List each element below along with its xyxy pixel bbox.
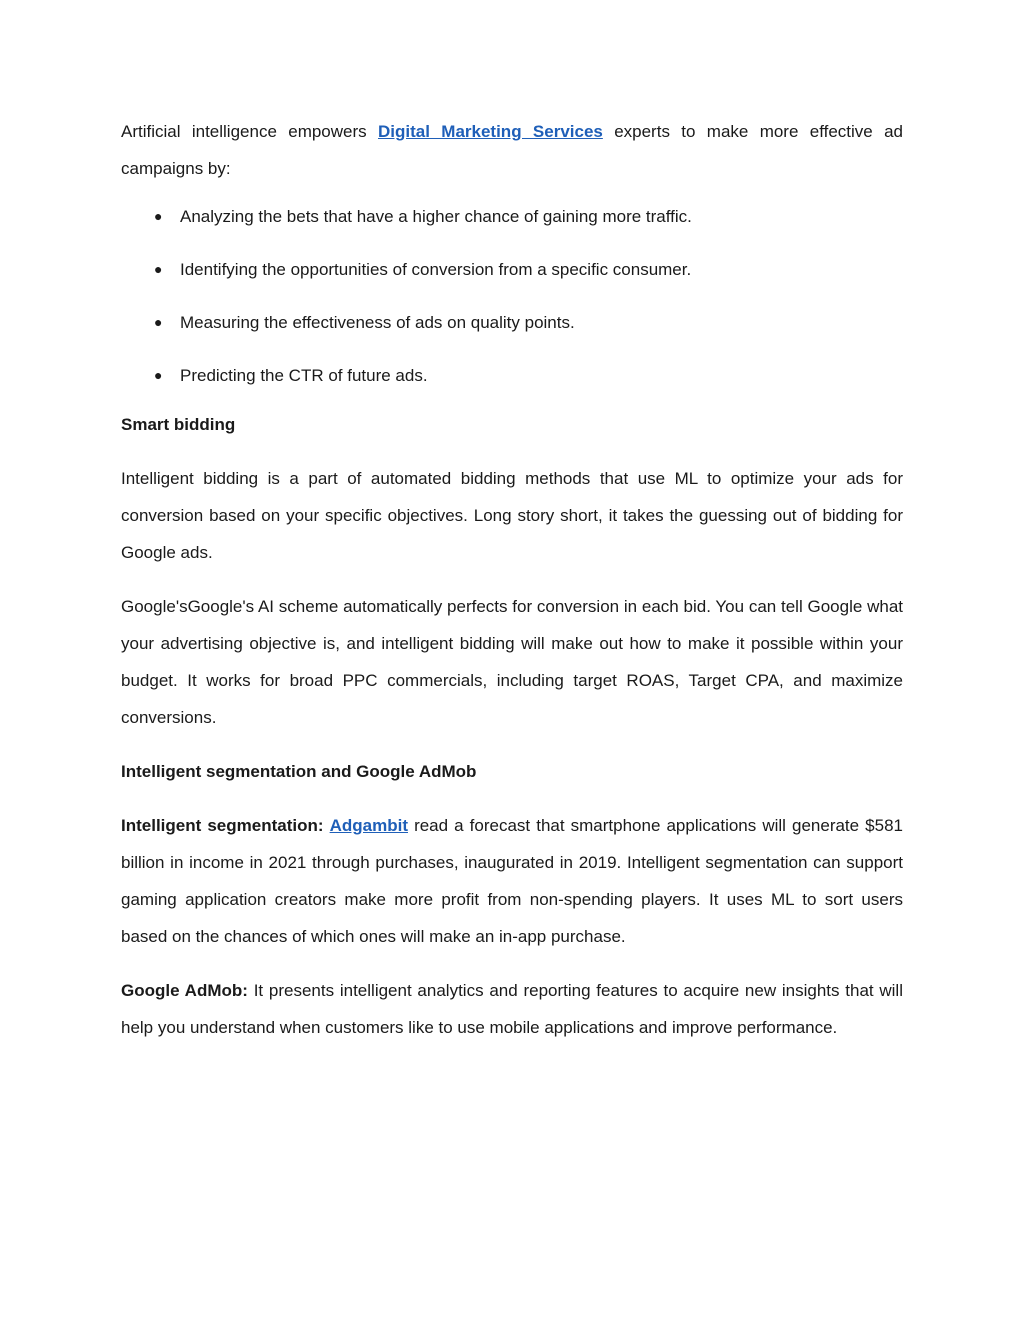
list-item — [121, 304, 903, 341]
adgambit-link[interactable]: Adgambit — [329, 816, 408, 835]
admob-paragraph — [121, 972, 903, 1046]
bullet-icon: ● — [154, 314, 163, 330]
smart-bidding-paragraph-1: Intelligent bidding is a part of automated bidding methods that use ML to optimize your ads for conversion based on your specific objectives. Long story short, it takes the guessing out of bidding for Google ads. — [121, 469, 903, 562]
bullet-icon: ● — [154, 208, 163, 224]
document-page — [121, 113, 903, 1046]
list-item-text: Identifying the opportunities of conversion from a specific consumer. — [180, 260, 692, 279]
list-item-text: Analyzing the bets that have a higher chance of gaining more traffic. — [180, 207, 692, 226]
digital-marketing-services-link[interactable]: Digital Marketing Services — [378, 122, 603, 141]
bullet-icon: ● — [154, 367, 163, 383]
segmentation-heading: Intelligent segmentation and Google AdMob — [121, 762, 477, 781]
list-item — [121, 251, 903, 288]
smart-bidding-heading: Smart bidding — [121, 415, 236, 434]
intro-paragraph — [121, 113, 903, 187]
benefits-list — [121, 198, 903, 394]
admob-text: It presents intelligent analytics and reporting features to acquire new insights that will help you understand when customers like to use mobile applications and improve performance. — [121, 981, 903, 1037]
intro-text-after: experts to make more effective ad campaigns by: — [121, 122, 904, 178]
admob-label: Google AdMob: — [121, 981, 248, 1000]
intro-text-before: Artificial intelligence empowers — [121, 122, 378, 141]
list-item-text: Predicting the CTR of future ads. — [180, 366, 428, 385]
segmentation-text: read a forecast that smartphone applications will generate $581 billion in income in 2021 through purchases, inaugurated in 2019. Intelligent segmentation can support gaming application creators make more profit from non-spending players. It uses ML to sort users based on the chances of which ones will make an in-app purchase. — [121, 816, 903, 946]
segmentation-label: Intelligent segmentation: — [121, 816, 324, 835]
smart-bidding-paragraph-2: Google'sGoogle's AI scheme automatically perfects for conversion in each bid. You can tell Google what your advertising objective is, and intelligent bidding will make out how to make it possible within your budget. It works for broad PPC commercials, including target ROAS, Target CPA, and maximize conversions. — [121, 597, 903, 727]
list-item-text: Measuring the effectiveness of ads on quality points. — [180, 313, 575, 332]
bullet-icon: ● — [154, 261, 163, 277]
list-item — [121, 198, 903, 235]
list-item — [121, 357, 903, 394]
segmentation-paragraph — [121, 807, 903, 955]
